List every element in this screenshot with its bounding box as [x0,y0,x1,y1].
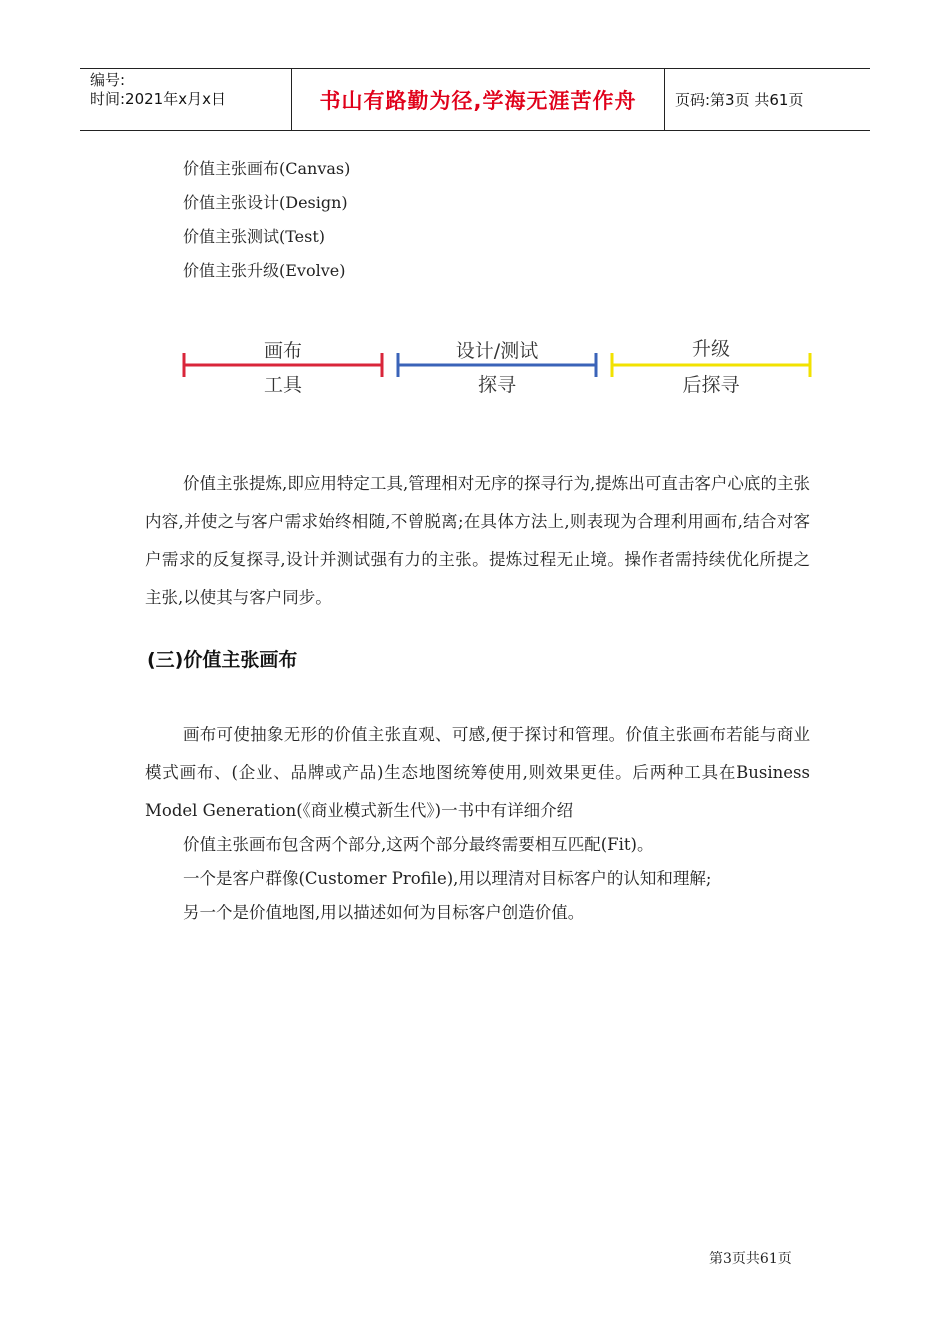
text-line: 一个是客户群像(Customer Profile),用以理清对目标客户的认知和理解; [183,869,712,888]
segment-top-label-evolve: 升级 [691,338,730,360]
header-number-label: 编号: [90,71,126,89]
header-meta-cell [80,69,292,130]
page-header [80,68,870,131]
header-page-info: 页码:第3页 共61页 [675,91,804,109]
stage-list [183,152,350,288]
text-line: 价值主张画布包含两个部分,这两个部分最终需要相互匹配(Fit)。 [183,835,654,854]
segment-top-label-design-test: 设计/测试 [455,340,539,362]
list-item: 价值主张画布(Canvas) [183,159,351,178]
paragraph-value-refinement: 价值主张提炼,即应用特定工具,管理相对无序的探寻行为,提炼出可直击客户心底的主张内容,并使之与客户需求始终相随,不曾脱离;在具体方法上,则表现为合理利用画布,结合对客户需求的反复探寻,设计并测试强有力的主张。提炼过程无止境。操作者需持续优化所提之主张,以使其与客户同步。 [145,474,810,607]
stage-diagram [176,328,820,404]
list-item: 价值主张升级(Evolve) [183,261,346,280]
segment-top-label-canvas: 画布 [263,340,302,362]
page-footer: 第3页共61页 [709,1251,792,1267]
segment-bottom-label-tool: 工具 [263,374,302,396]
canvas-parts-lines [183,828,711,930]
segment-bottom-label-explore: 探寻 [477,374,516,396]
segment-bottom-label-post-explore: 后探寻 [682,374,740,396]
list-item: 价值主张设计(Design) [183,193,348,212]
header-time-label: 时间:2021年x月x日 [90,90,226,108]
paragraph-canvas-intro: 画布可使抽象无形的价值主张直观、可感,便于探讨和管理。价值主张画布若能与商业模式画布、(企业、品牌或产品)生态地图统筹使用,则效果更佳。后两种工具在Business Model Generation(《商业模式新生代》)一书中有详细介绍 [145,725,810,820]
section-title: (三)价值主张画布 [147,649,298,671]
text-line: 另一个是价值地图,用以描述如何为目标客户创造价值。 [183,903,585,922]
header-motto: 书山有路勤为径,学海无涯苦作舟 [292,69,665,130]
list-item: 价值主张测试(Test) [183,227,326,246]
